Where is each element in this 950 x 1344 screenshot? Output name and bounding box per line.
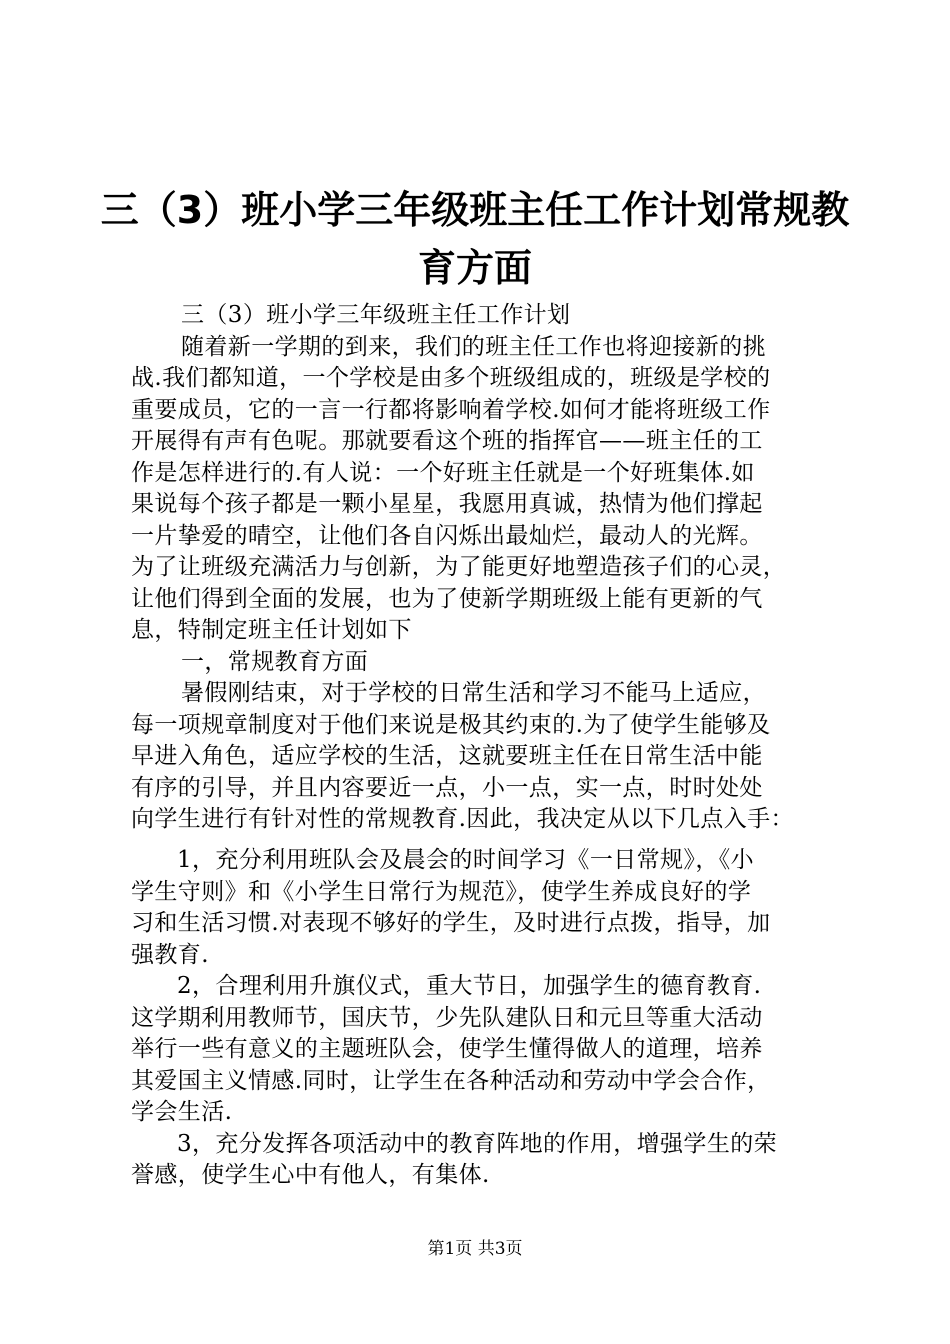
document-title-line-1: 三（3）班小学三年级班主任工作计划常规教 — [100, 188, 850, 232]
paragraph-line: 果说每个孩子都是一颗小星星，我愿用真诚，热情为他们撑起 — [131, 491, 763, 517]
paragraph-line: 早进入角色，适应学校的生活，这就要班主任在日常生活中能 — [131, 743, 763, 769]
paragraph-line: 一片挚爱的晴空，让他们各自闪烁出最灿烂，最动人的光辉。 — [131, 522, 763, 549]
paragraph-line: 重要成员，它的一言一行都将影响着学校.如何才能将班级工作 — [131, 396, 771, 423]
list-item-line: 2，合理利用升旗仪式，重大节日，加强学生的德育教育. — [177, 973, 762, 999]
list-item-line: 誉感，使学生心中有他人，有集体. — [131, 1162, 490, 1188]
list-item-line: 1，充分利用班队会及晨会的时间学习《一日常规》，《小 — [177, 847, 755, 873]
paragraph-line: 让他们得到全面的发展，也为了使新学期班级上能有更新的气 — [131, 585, 763, 612]
paragraph-line: 战.我们都知道，一个学校是由多个班级组成的，班级是学校的 — [131, 365, 771, 391]
paragraph-line: 作是怎样进行的.有人说：一个好班主任就是一个好班集体.如 — [131, 459, 755, 486]
subtitle-line: 三（3）班小学三年级班主任工作计划 — [181, 302, 571, 328]
paragraph-line: 暑假刚结束，对于学校的日常生活和学习不能马上适应， — [181, 680, 766, 706]
list-item-line: 学会生活. — [131, 1099, 233, 1125]
list-item-line: 学生守则》和《小学生日常行为规范》，使学生养成良好的学 — [131, 878, 752, 905]
paragraph-line: 有序的引导，并且内容要近一点，小一点，实一点，时时处处 — [131, 774, 763, 801]
paragraph-line: 开展得有声有色呢。那就要看这个班的指挥官——班主任的工 — [131, 428, 763, 454]
page-number-footer: 第1页 共3页 — [427, 1239, 523, 1259]
paragraph-line: 息，特制定班主任计划如下 — [131, 617, 412, 643]
paragraph-line: 每一项规章制度对于他们来说是极其约束的.为了使学生能够及 — [131, 711, 771, 738]
list-item-line: 其爱国主义情感.同时，让学生在各种活动和劳动中学会合作， — [131, 1067, 771, 1094]
document-body — [131, 300, 831, 836]
list-item-line: 这学期利用教师节，国庆节，少先队建队日和元旦等重大活动 — [131, 1004, 763, 1031]
paragraph-line: 为了让班级充满活力与创新，为了能更好地塑造孩子们的心灵， — [131, 554, 787, 580]
document-body-list — [131, 845, 831, 1192]
section-heading: 一，常规教育方面 — [181, 648, 369, 675]
paragraph-line: 向学生进行有针对性的常规教育.因此，我决定从以下几点入手： — [131, 806, 794, 832]
document-title-line-2: 育方面 — [417, 246, 532, 290]
paragraph-line: 随着新一学期的到来，我们的班主任工作也将迎接新的挑 — [181, 333, 766, 360]
list-item-line: 习和生活习惯.对表现不够好的学生，及时进行点拨，指导，加 — [131, 910, 771, 936]
list-item-line: 3，充分发挥各项活动中的教育阵地的作用，增强学生的荣 — [177, 1130, 778, 1157]
list-item-line: 举行一些有意义的主题班队会，使学生懂得做人的道理，培养 — [131, 1036, 763, 1062]
list-item-line: 强教育. — [131, 941, 209, 968]
